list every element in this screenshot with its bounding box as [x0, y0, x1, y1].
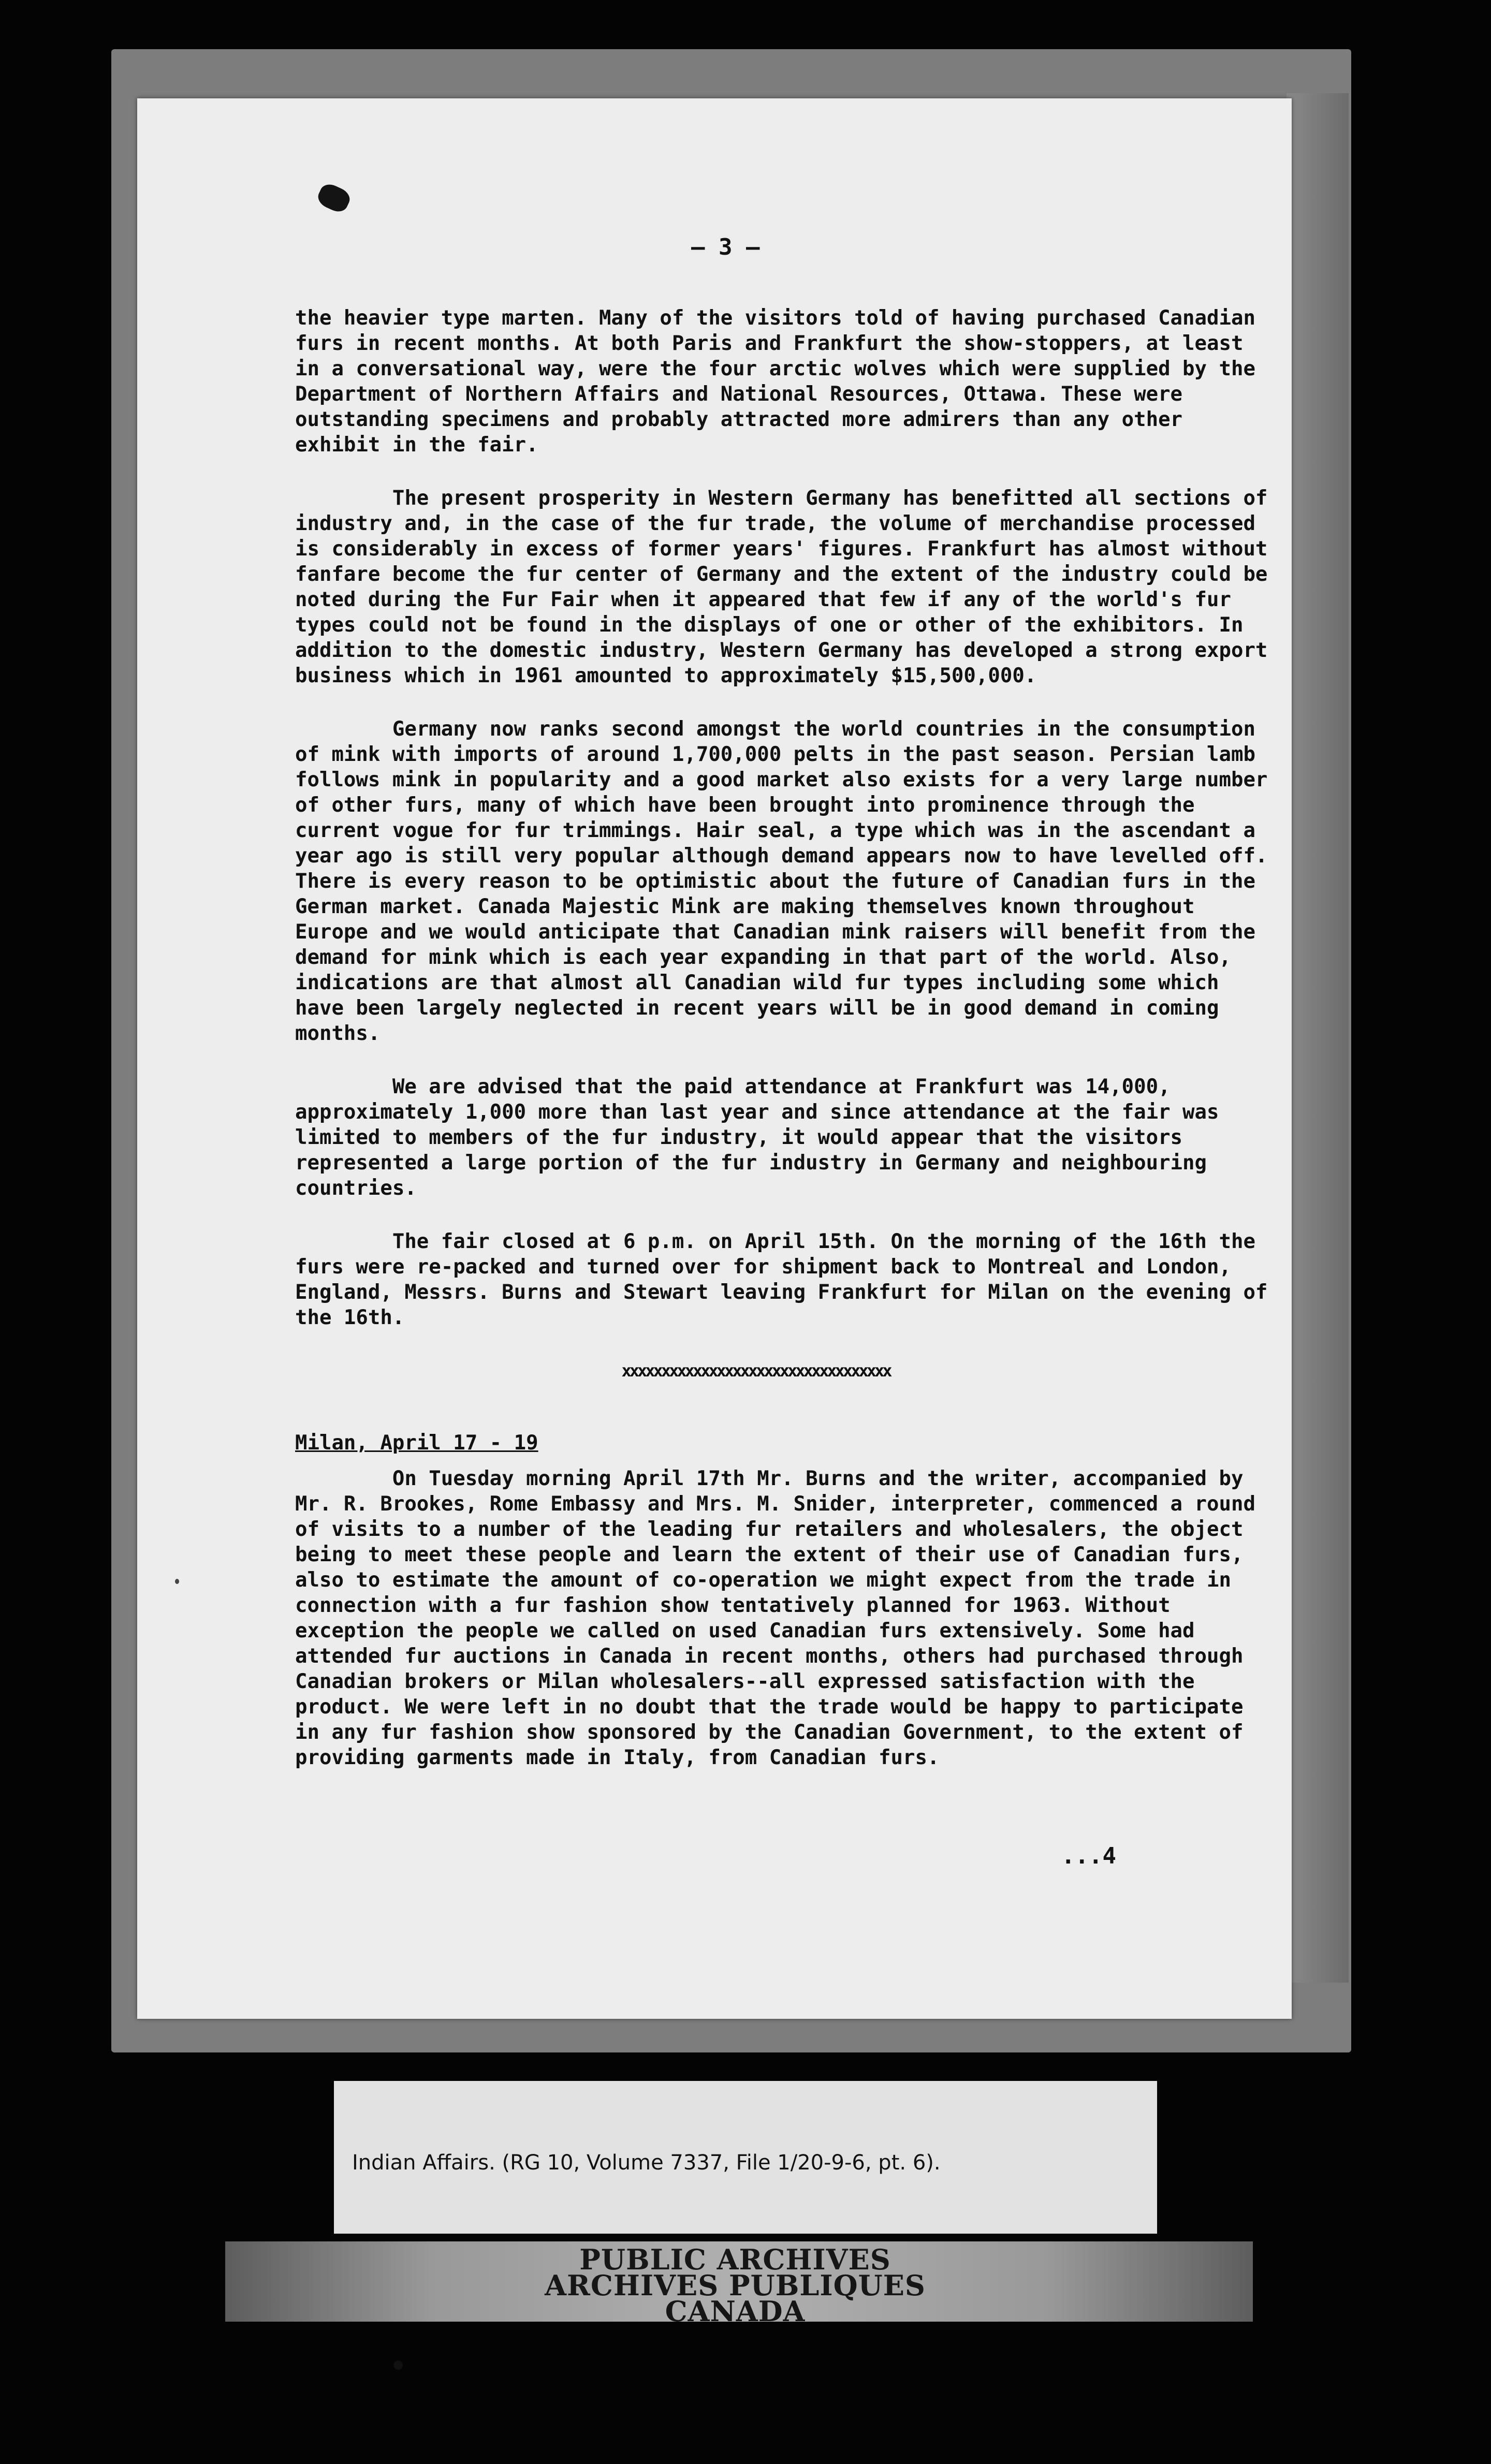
stamp-line-3: CANADA — [665, 2295, 806, 2328]
section-divider: xxxxxxxxxxxxxxxxxxxxxxxxxxxxxxxxxx — [621, 1361, 890, 1381]
document-body — [295, 305, 1279, 1798]
stamp-line-1: PUBLIC ARCHIVES — [579, 2243, 891, 2276]
archive-reference: Indian Affairs. (RG 10, Volume 7337, File 1/20-9-6, pt. 6). — [352, 2151, 941, 2175]
paragraph-5: The fair closed at 6 p.m. on April 15th. On the morning of the 16th the furs were re-packed and turned over for shipment back to Montreal and London, England, Messrs. Burns and Stewart leaving Frankfurt for Milan on the evening of the 16th. — [295, 1230, 1280, 1329]
paragraph-milan: On Tuesday morning April 17th Mr. Burns and the writer, accompanied by Mr. R. Brookes, Rome Embassy and Mrs. M. Snider, interpreter, commenced a round of visits to a number of the leading fur retailers and wholesalers, the object being to meet these people and learn the extent of their use of Canadian furs, also to estimate the amount of co-operation we might expect from the trade in connection with a fur fashion show tentatively planned for 1963. Without exception the people we called on used Canadian furs extensively. Some had attended fur auctions in Canada in recent months, others had purchased through Canadian brokers or Milan wholesalers--all expressed satisfaction with the product. We were left in no doubt that the trade would be happy to participate in any fur fashion show sponsored by the Canadian Government, to the extent of providing garments made in Italy, from Canadian furs. — [295, 1467, 1268, 1769]
page-number: – 3 – — [691, 234, 760, 260]
film-speck — [175, 1579, 179, 1584]
continuation-marker: ...4 — [1061, 1843, 1116, 1869]
stamp-line-2: ARCHIVES PUBLIQUES — [545, 2269, 926, 2302]
sheet-edge-shadow — [1287, 93, 1349, 1983]
film-speck — [393, 2360, 403, 2370]
section-heading-milan: Milan, April 17 - 19 — [295, 1431, 538, 1455]
paragraph-1: the heavier type marten. Many of the visitors told of having purchased Canadian furs in recent months. At both Paris and Frankfurt the show-stoppers, at least in a conversational way, were the four arctic wolves which were supplied by the Department of Northern Affairs and National Resources, Ottawa. These were outstanding specimens and probably attracted more admirers than any other exhibit in the fair. — [295, 306, 1268, 457]
paragraph-2: The present prosperity in Western Germany has benefitted all sections of industry and, in the case of the fur trade, the volume of merchandise processed is considerably in excess of former years' figures. Frankfurt has almost without fanfare become the fur center of Germany and the extent of the industry could be noted during the Fur Fair when it appeared that few if any of the world's fur types could not be found in the displays of one or other of the exhibitors. In addition to the domestic industry, Western Germany has developed a strong export business which in 1961 amounted to approximately $15,500,000. — [295, 487, 1280, 687]
archives-stamp — [518, 2243, 953, 2328]
paragraph-4: We are advised that the paid attendance at Frankfurt was 14,000, approximately 1,000 more than last year and since attendance at the fair was limited to members of the fur industry, it would appear that the visitors represented a large portion of the fur industry in Germany and neighbouring countries. — [295, 1075, 1231, 1200]
paragraph-3: Germany now ranks second amongst the world countries in the consumption of mink with imports of around 1,700,000 pelts in the past season. Persian lamb follows mink in popularity and a good market also exists for a very large number of other furs, many of which have been brought into prominence through the current vogue for fur trimmings. Hair seal, a type which was in the ascendant a year ago is still very popular although demand appears now to have levelled off. There is every reason to be optimistic about the future of Canadian furs in the German market. Canada Majestic Mink are making themselves known throughout Europe and we would anticipate that Canadian mink raisers will benefit from the demand for mink which is each year expanding in that part of the world. Also, indications are that almost all Canadian wild fur types including some which have been largely neglected in recent years will be in good demand in coming months. — [295, 717, 1280, 1045]
